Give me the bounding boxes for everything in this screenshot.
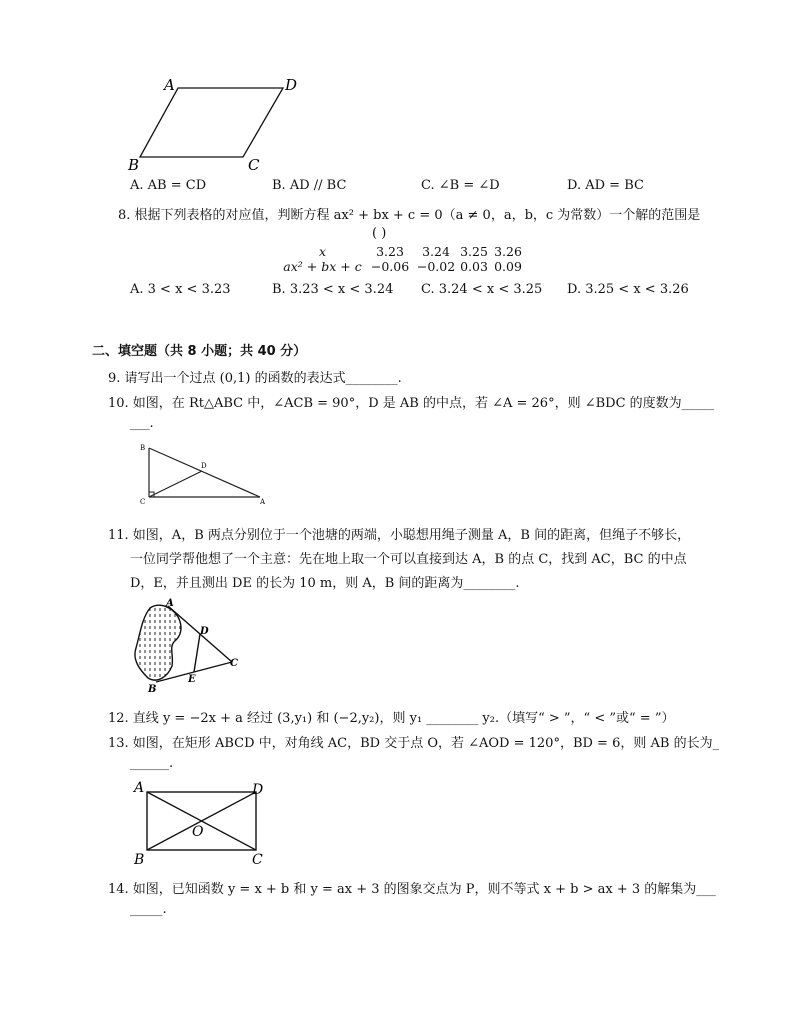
label-A: A: [134, 780, 145, 796]
table-cell: 0.09: [494, 259, 522, 274]
q8-option-b: B. 3.23 < x < 3.24: [272, 282, 394, 297]
label-E: E: [188, 674, 196, 685]
label-B: B: [134, 852, 145, 868]
label-A: A: [164, 76, 175, 94]
table-cell: −0.06: [370, 259, 410, 274]
pond-figure: [128, 596, 248, 694]
q7-option-b: B. AD // BC: [272, 178, 347, 193]
q7-option-d: D. AD = BC: [567, 178, 644, 193]
q10-line2: ___.: [130, 416, 154, 431]
label-C: C: [230, 658, 238, 669]
label-D: D: [201, 462, 207, 470]
rectangle-figure: [130, 778, 270, 868]
label-A: A: [166, 598, 174, 609]
q8-option-d: D. 3.25 < x < 3.26: [567, 282, 689, 297]
table-cell: 3.26: [494, 244, 522, 259]
label-B: B: [140, 444, 146, 452]
table-row: [280, 259, 525, 274]
q8-answer-paren: ( ): [372, 226, 387, 241]
q9-text: 9. 请写出一个过点 (0,1) 的函数的表达式________.: [108, 371, 402, 386]
q7-option-c: C. ∠B = ∠D: [421, 178, 500, 193]
right-triangle-figure: [138, 440, 273, 508]
label-C: C: [252, 852, 263, 868]
label-D: D: [200, 626, 209, 637]
q11-line1: 11. 如图，A，B 两点分别位于一个池塘的两端，小聪想用绳子测量 A，B 间的距离，但绳子不够长，: [108, 528, 691, 543]
q8-option-c: C. 3.24 < x < 3.25: [421, 282, 543, 297]
table-row-label: x: [318, 244, 327, 259]
q12-text: 12. 直线 y = −2x + a 经过 (3,y₁) 和 (−2,y₂)，则 y₁ ________ y₂.（填写“ > ”，“ < ”或“ = ”）: [108, 711, 675, 726]
label-B: B: [128, 156, 140, 174]
q11-line2: 一位同学帮他想了一个主意：先在地上取一个可以直接到达 A，B 的点 C，找到 AC，BC 的中点: [130, 552, 687, 567]
label-D: D: [285, 76, 298, 94]
label-O: O: [192, 824, 204, 840]
table-row: [280, 244, 525, 259]
q13-line1: 13. 如图，在矩形 ABCD 中，对角线 AC，BD 交于点 O，若 ∠AOD = 120°，BD = 6，则 AB 的长为_: [108, 736, 720, 751]
q11-line3: D，E，并且测出 DE 的长为 10 m，则 A，B 间的距离为________.: [130, 576, 520, 591]
table-cell: −0.02: [416, 259, 456, 274]
parallelogram-figure: [120, 70, 310, 175]
label-D: D: [252, 782, 264, 798]
q14-line2: _____.: [130, 902, 167, 917]
q13-line2: ______.: [130, 756, 174, 771]
table-cell: 3.24: [422, 244, 450, 259]
q7-option-a: A. AB = CD: [130, 178, 207, 193]
table-row-label: ax² + bx + c: [283, 259, 362, 274]
q14-line1: 14. 如图，已知函数 y = x + b 和 y = ax + 3 的图象交点为 P，则不等式 x + b > ax + 3 的解集为___: [108, 882, 716, 897]
label-A: A: [260, 498, 266, 506]
label-B: B: [148, 684, 157, 694]
table-cell: 3.23: [376, 244, 404, 259]
q8-option-a: A. 3 < x < 3.23: [130, 282, 231, 297]
label-C: C: [140, 498, 146, 506]
section-2-title: 二、填空题（共 8 小题；共 40 分）: [92, 344, 307, 359]
label-C: C: [248, 156, 260, 174]
q10-line1: 10. 如图，在 Rt△ABC 中，∠ACB = 90°，D 是 AB 的中点，若 ∠A = 26°，则 ∠BDC 的度数为_____: [108, 396, 715, 411]
q8-text: 8. 根据下列表格的对应值，判断方程 ax² + bx + c = 0（a ≠ 0，a，b，c 为常数）一个解的范围是: [118, 208, 701, 223]
q8-value-table: [280, 244, 525, 274]
table-cell: 3.25: [460, 244, 488, 259]
table-cell: 0.03: [460, 259, 488, 274]
